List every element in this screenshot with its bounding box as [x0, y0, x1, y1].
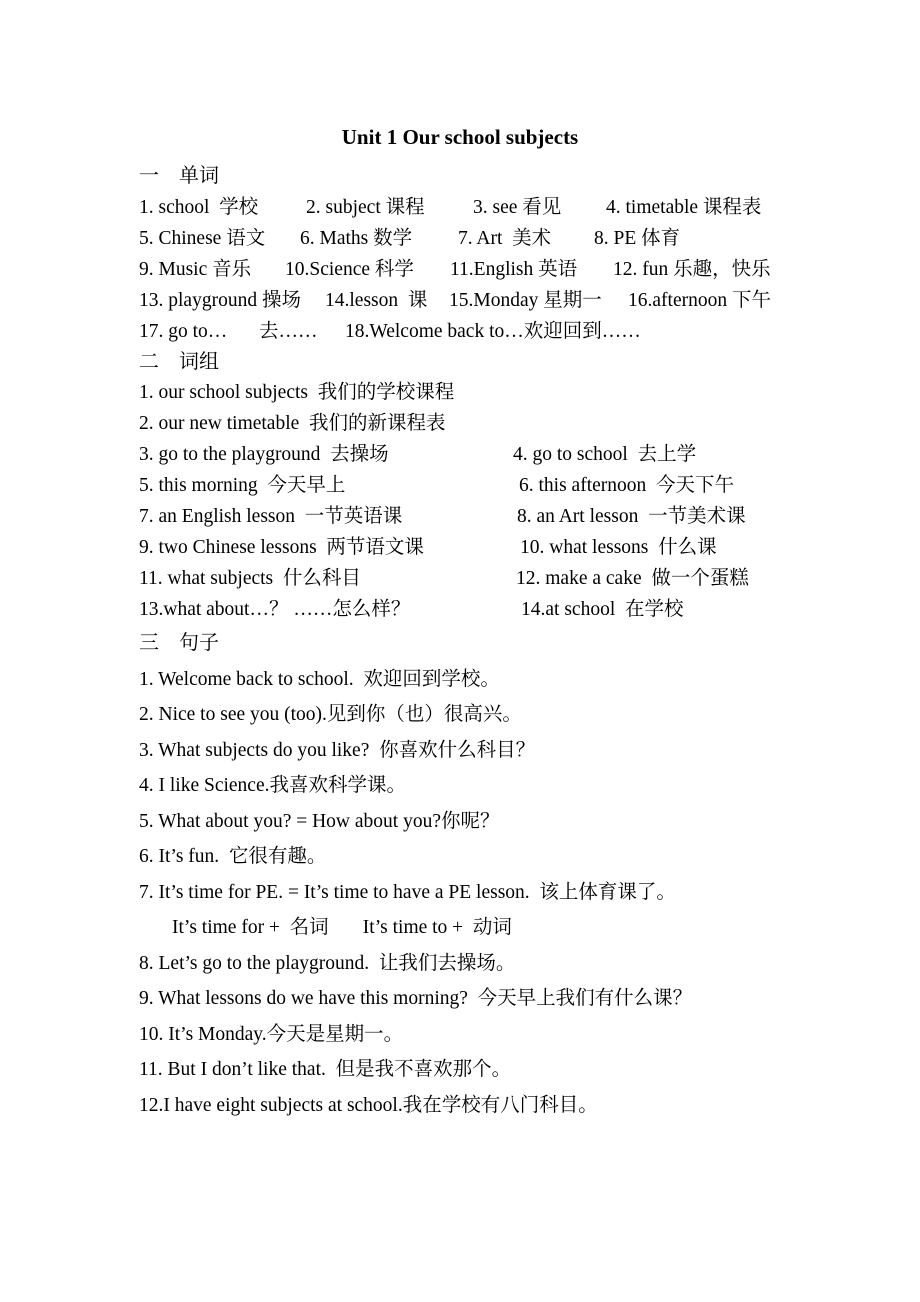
- sentence-item: 4. I like Science.我喜欢科学课。: [139, 775, 406, 796]
- phrase-item: 10. what lessons 什么课: [520, 537, 717, 558]
- phrase-item: 5. this morning 今天早上: [139, 475, 346, 496]
- section1-heading: 一 单词: [139, 165, 219, 187]
- document-title: Unit 1 Our school subjects: [341, 125, 579, 149]
- sentence-item: 3. What subjects do you like? 你喜欢什么科目？: [139, 740, 536, 761]
- sentence-item: 2. Nice to see you (too).见到你（也）很高兴。: [139, 704, 522, 725]
- phrase-item: 6. this afternoon 今天下午: [519, 475, 735, 496]
- section3-heading: 三 句子: [139, 632, 219, 654]
- phrase-item: 3. go to the playground 去操场: [139, 444, 389, 465]
- word-item: 2. subject 课程: [306, 197, 425, 218]
- phrase-item: 11. what subjects 什么科目: [139, 568, 361, 589]
- sentence-item: 9. What lessons do we have this morning? 今天早上我们有什么课？: [139, 988, 693, 1009]
- sentence-item: 6. It’s fun. 它很有趣。: [139, 846, 327, 867]
- phrase-item: 7. an English lesson 一节英语课: [139, 506, 403, 527]
- word-item: 1. school 学校: [139, 197, 259, 218]
- word-item: 9. Music 音乐: [139, 259, 252, 280]
- phrase-item: 8. an Art lesson 一节美术课: [517, 506, 746, 527]
- sentence-item: 7. It’s time for PE. = It’s time to have a PE lesson. 该上体育课了。: [139, 882, 676, 903]
- phrase-item: 12. make a cake 做一个蛋糕: [516, 568, 749, 589]
- word-item: 4. timetable 课程表: [606, 197, 762, 218]
- word-item: 8. PE 体育: [594, 228, 681, 249]
- sentence-item: 11. But I don’t like that. 但是我不喜欢那个。: [139, 1059, 512, 1080]
- word-item: 14.lesson 课: [325, 290, 428, 311]
- word-item: 3. see 看见: [473, 197, 562, 218]
- sentence-item: 8. Let’s go to the playground. 让我们去操场。: [139, 953, 516, 974]
- sentence-item: 1. Welcome back to school. 欢迎回到学校。: [139, 669, 500, 690]
- phrase-item: 2. our new timetable 我们的新课程表: [139, 413, 446, 434]
- phrase-item: 13.what about…？ ……怎么样？: [139, 599, 411, 620]
- word-item: 15.Monday 星期一: [449, 290, 602, 311]
- grammar-note: It’s time for + 名词 It’s time to + 动词: [172, 917, 512, 938]
- word-item: 11.English 英语: [450, 259, 578, 280]
- word-item: 6. Maths 数学: [300, 228, 413, 249]
- phrase-item: 1. our school subjects 我们的学校课程: [139, 382, 455, 403]
- sentence-item: 12.I have eight subjects at school.我在学校有八门科目。: [139, 1095, 598, 1116]
- word-item: 18.Welcome back to…欢迎回到……: [345, 321, 641, 342]
- sentence-item: 5. What about you? = How about you?你呢？: [139, 811, 500, 832]
- word-item: 13. playground 操场: [139, 290, 301, 311]
- word-item: 16.afternoon 下午: [628, 290, 771, 311]
- word-item: 10.Science 科学: [285, 259, 414, 280]
- word-item: 17. go to…: [139, 321, 228, 342]
- word-item: 5. Chinese 语文: [139, 228, 266, 249]
- phrase-item: 14.at school 在学校: [521, 599, 684, 620]
- word-item: 7. Art 美术: [458, 228, 552, 249]
- word-item: 去……: [259, 321, 318, 342]
- word-item: 12. fun 乐趣，快乐: [613, 259, 771, 280]
- phrase-item: 4. go to school 去上学: [513, 444, 697, 465]
- sentence-item: 10. It’s Monday.今天是星期一。: [139, 1024, 404, 1045]
- phrase-item: 9. two Chinese lessons 两节语文课: [139, 537, 424, 558]
- section2-heading: 二 词组: [139, 351, 219, 373]
